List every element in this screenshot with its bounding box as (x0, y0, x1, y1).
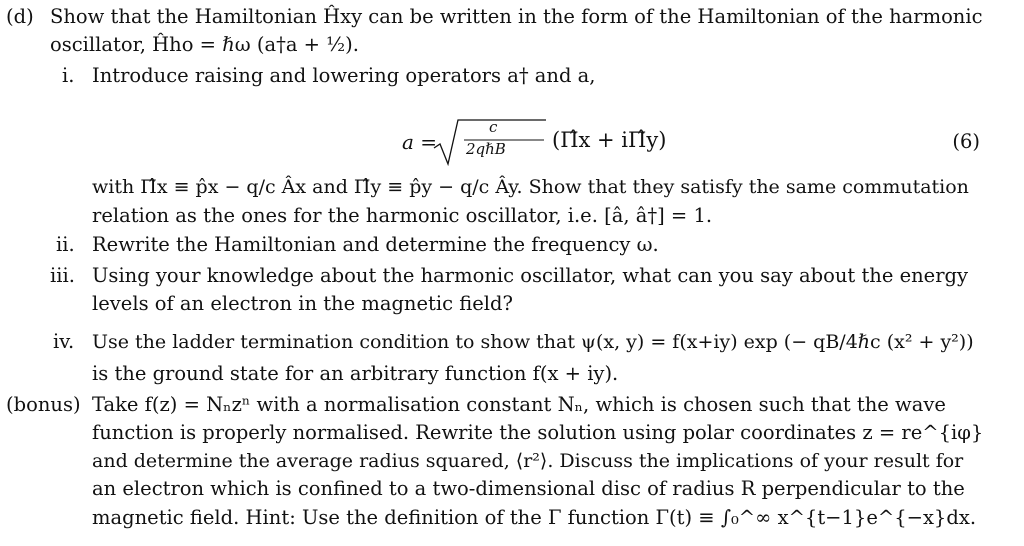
part-d-line-2: oscillator, Ĥho = ℏω (a†a + ½). (50, 33, 359, 56)
equation-numerator: c (489, 118, 498, 136)
part-d-line-1: Show that the Hamiltonian Ĥxy can be written in the form of the Hamiltonian of the harmonic (50, 5, 983, 28)
item-i-line-3: relation as the ones for the harmonic oscillator, i.e. [â, â†] = 1. (92, 204, 713, 227)
item-iv-line-2: is the ground state for an arbitrary function f(x + iy). (92, 362, 619, 385)
item-ii-label: ii. (56, 233, 75, 256)
equation-denominator: 2qℏB (466, 140, 506, 158)
item-iv-label: iv. (53, 330, 75, 353)
bonus-line-5: magnetic field. Hint: Use the definition of the Γ function Γ(t) ≡ ∫₀^∞ x^{t−1}e^{−x}dx. (92, 506, 977, 529)
equation-number: (6) (952, 130, 980, 153)
item-iii-label: iii. (50, 264, 75, 287)
equation-rhs: (Π̂x + iΠ̂y) (552, 128, 667, 152)
item-i-line-1: Introduce raising and lowering operators a† and a, (92, 64, 596, 87)
item-i-line-2: with Π̂x ≡ p̂x − q/c Âx and Π̂y ≡ p̂y − q/c Ây. Show that they satisfy the same commutation (92, 176, 969, 198)
item-iii-line-2: levels of an electron in the magnetic field? (92, 292, 513, 315)
bonus-line-3: and determine the average radius squared, ⟨r²⟩. Discuss the implications of your result for (92, 450, 964, 472)
bonus-line-4: an electron which is confined to a two-dimensional disc of radius R perpendicular to the (92, 477, 965, 500)
item-i-label: i. (62, 64, 75, 87)
bonus-line-1: Take f(z) = Nₙzⁿ with a normalisation constant Nₙ, which is chosen such that the wave (92, 393, 946, 416)
item-iii-line-1: Using your knowledge about the harmonic oscillator, what can you say about the energy (92, 264, 969, 287)
equation-lhs: a = (402, 130, 438, 154)
bonus-line-2: function is properly normalised. Rewrite the solution using polar coordinates z = re^{iφ} (92, 421, 984, 444)
bonus-label: (bonus) (6, 393, 81, 416)
part-d-label: (d) (6, 5, 34, 28)
item-iv-line-1: Use the ladder termination condition to show that ψ(x, y) = f(x+iy) exp (− qB/4ℏc (x² + y²)) (92, 331, 974, 353)
item-ii-line-1: Rewrite the Hamiltonian and determine the frequency ω. (92, 233, 659, 256)
